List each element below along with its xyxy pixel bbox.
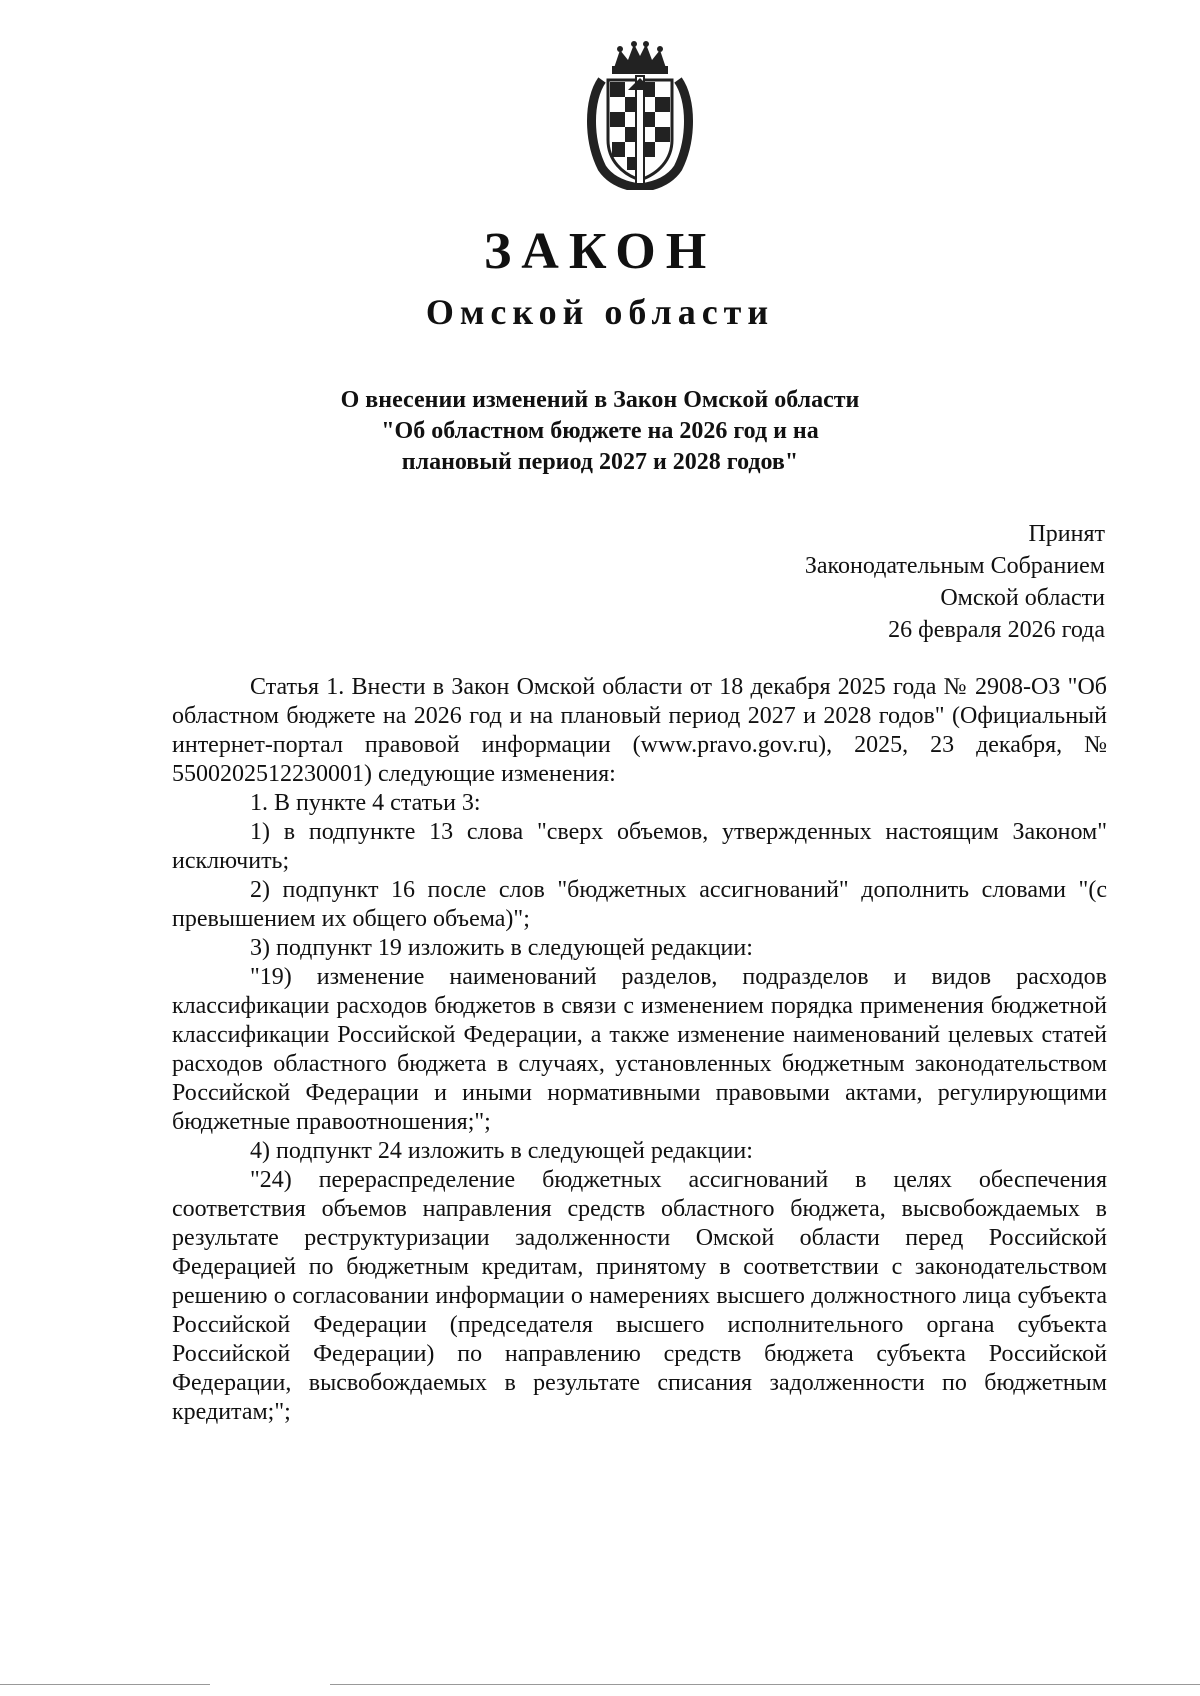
subitem-paragraph: 3) подпункт 19 изложить в следующей редакции: bbox=[250, 935, 753, 961]
scan-edge-line bbox=[0, 1684, 210, 1685]
subitem-paragraph: 2) подпункт 16 после слов "бюджетных ассигнований" дополнить словами "(с превышением их общего объема)"; bbox=[172, 877, 1107, 932]
coat-of-arms-emblem bbox=[580, 40, 700, 190]
scan-bottom-edge bbox=[0, 1684, 1200, 1686]
subitem-paragraph: 1) в подпункте 13 слова "сверх объемов, утвержденных настоящим Законом" исключить; bbox=[172, 819, 1107, 874]
quoted-text-paragraph: "24) перераспределение бюджетных ассигнований в целях обеспечения соответствия объемов направления средств областного бюджета, высвобождаемых в результате реструктуризации задолженности Омской области перед Российской Федерацией по бюджетным кредитам, принятому в соответствии с законодательством решению о согласовании информации о намерениях высшего должностного лица субъекта Российской Федерации (председателя высшего исполнительного органа субъекта Российской Федерации) по направлению средств бюджета субъекта Российской Федерации, высвобождаемых в результате списания задолженности по бюджетным кредитам;"; bbox=[172, 1167, 1107, 1425]
law-title bbox=[300, 385, 900, 478]
law-title-line: О внесении изменений в Закон Омской области bbox=[340, 387, 860, 413]
quoted-text-paragraph: "19) изменение наименований разделов, подразделов и видов расходов классификации расходов бюджетов в связи с изменением порядка применения бюджетной классификации Российской Федерации, а также изменение наименований целевых статей расходов областного бюджета в случаях, установленных бюджетным законодательством Российской Федерации и иными нормативными правовыми актами, регулирующими бюджетные правоотношения;"; bbox=[172, 964, 1107, 1135]
adoption-line: Законодательным Собранием bbox=[804, 553, 1105, 579]
adoption-line: Омской области bbox=[940, 585, 1105, 611]
scan-edge-line bbox=[330, 1684, 1200, 1685]
item-paragraph: 1. В пункте 4 статьи 3: bbox=[250, 790, 481, 816]
issuing-region-heading: Омской области bbox=[425, 292, 775, 332]
law-title-line: "Об областном бюджете на 2026 год и на bbox=[381, 418, 819, 444]
subitem-paragraph: 4) подпункт 24 изложить в следующей редакции: bbox=[250, 1138, 753, 1164]
law-title-line: плановый период 2027 и 2028 годов" bbox=[401, 449, 799, 475]
law-body bbox=[172, 673, 1107, 1427]
adoption-date: 26 февраля 2026 года bbox=[888, 617, 1105, 643]
adoption-line: Принят bbox=[1028, 521, 1105, 547]
document-type-heading: ЗАКОН bbox=[483, 223, 717, 280]
article-paragraph: Статья 1. Внести в Закон Омской области от 18 декабря 2025 года № 2908-ОЗ "Об областном бюджете на 2026 год и на плановый период 2027 и 2028 годов" (Официальный интернет-портал правовой информации (www.pravo.gov.ru), 2025, 23 декабря, № 5500202512230001) следующие изменения: bbox=[172, 674, 1107, 787]
adoption-block bbox=[805, 518, 1105, 646]
